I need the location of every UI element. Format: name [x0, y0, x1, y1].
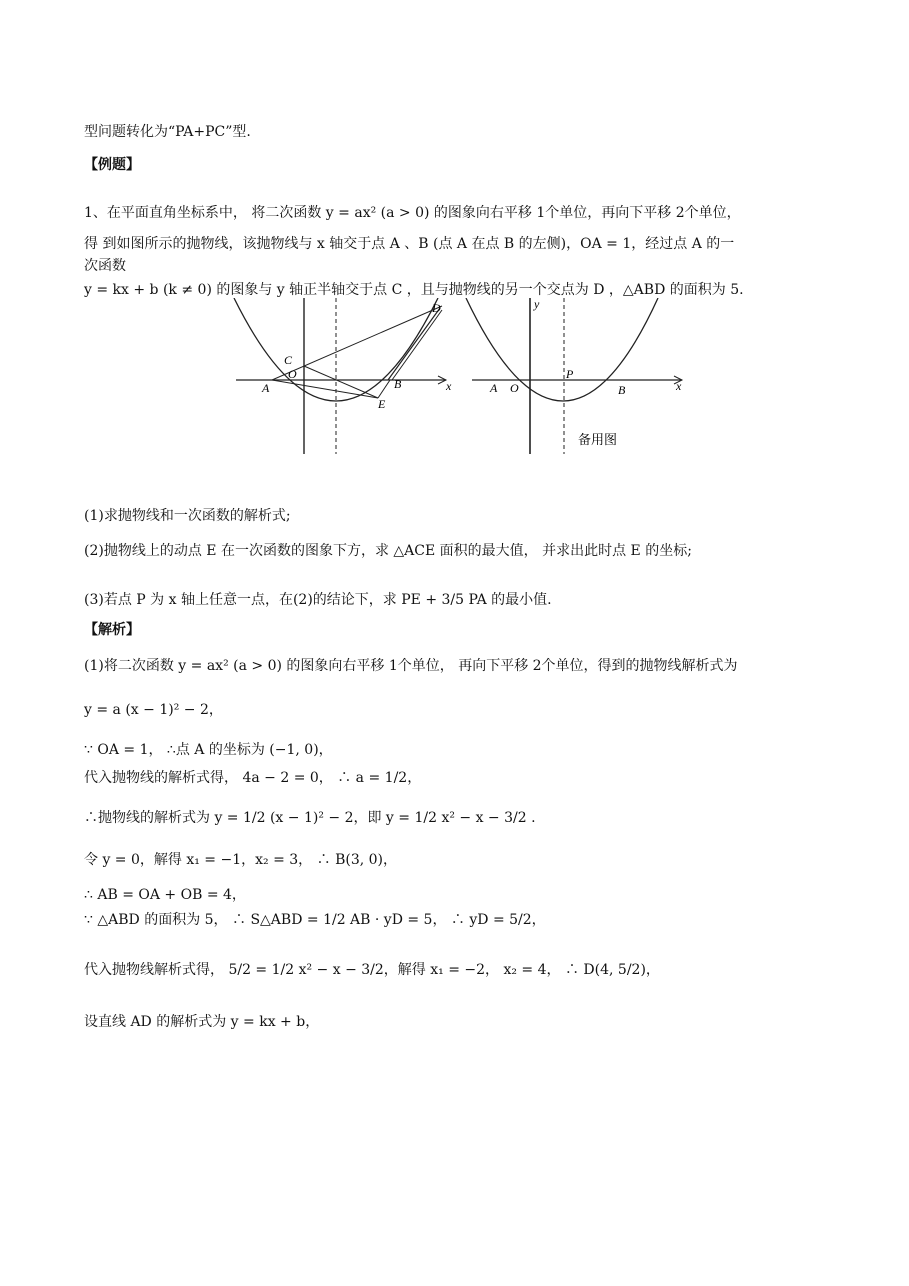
label-e: E [378, 397, 386, 411]
backup-label-o: O [510, 381, 519, 395]
question-1: (1)求抛物线和一次函数的解析式; [84, 508, 291, 524]
solution-line-9: 代入抛物线解析式得， 5/2 = 1/2 x² − x − 3/2，解得 x₁ = −2， x₂ = 4， ∴ D(4, 5/2)， [84, 962, 660, 978]
solution-line-6: 令 y = 0，解得 x₁ = −1，x₂ = 3， ∴ B(3, 0)， [84, 852, 397, 868]
backup-label-x: x [676, 379, 682, 393]
solution-line-1: (1)将二次函数 y = ax² (a > 0) 的图象向右平移 1个单位， 再向下平移 2个单位，得到的抛物线解析式为 [84, 658, 738, 674]
backup-label-p: P [566, 367, 574, 381]
problem-line-3: 次函数 [84, 258, 126, 274]
backup-label-y: y [534, 298, 540, 311]
problem-line-2: 得 到如图所示的抛物线，该抛物线与 x 轴交于点 A 、B (点 A 在点 B 的左侧)，OA = 1，经过点 A 的一 [84, 236, 735, 252]
solution-line-5: ∴抛物线的解析式为 y = 1/2 (x − 1)² − 2，即 y = 1/2 x² − x − 3/2 . [84, 810, 536, 826]
problem-line-4: y = kx + b (k ≠ 0) 的图象与 y 轴正半轴交于点 C ，且与抛物线的另一个交点为 D ，△ABD 的面积为 5. [84, 282, 744, 298]
label-d: D [432, 301, 441, 315]
solution-line-2: y = a (x − 1)² − 2， [84, 702, 223, 718]
solution-header: 【解析】 [84, 622, 140, 638]
backup-label-a: A [490, 381, 498, 395]
solution-line-4: 代入抛物线的解析式得， 4a − 2 = 0， ∴ a = 1/2， [84, 770, 422, 786]
figure-main-graph [228, 298, 458, 456]
figure-caption: 备用图 [578, 433, 618, 448]
question-3: (3)若点 P 为 x 轴上任意一点，在(2)的结论下，求 PE + 3/5 PA 的最小值. [84, 592, 552, 608]
solution-line-8: ∵ △ABD 的面积为 5， ∴ S△ABD = 1/2 AB · yD = 5， ∴ yD = 5/2， [84, 912, 546, 928]
solution-line-10: 设直线 AD 的解析式为 y = kx + b， [84, 1014, 320, 1030]
example-header: 【例题】 [84, 157, 140, 173]
label-o: O [288, 367, 297, 381]
problem-line-1: 1、在平面直角坐标系中， 将二次函数 y = ax² (a > 0) 的图象向右平移 1个单位，再向下平移 2个单位， [84, 205, 741, 221]
solution-line-7: ∴ AB = OA + OB = 4， [84, 887, 246, 903]
intro-text: 型问题转化为“PA+PC”型. [84, 124, 251, 140]
solution-line-3: ∵ OA = 1， ∴点 A 的坐标为 (−1, 0)， [84, 742, 333, 758]
label-c: C [284, 353, 293, 367]
label-x: x [446, 379, 452, 393]
figure-backup-graph [462, 298, 692, 456]
label-a: A [262, 381, 270, 395]
label-b: B [394, 377, 402, 391]
backup-label-b: B [618, 383, 626, 397]
question-2: (2)抛物线上的动点 E 在一次函数的图象下方，求 △ACE 面积的最大值， 并求出此时点 E 的坐标; [84, 543, 692, 559]
